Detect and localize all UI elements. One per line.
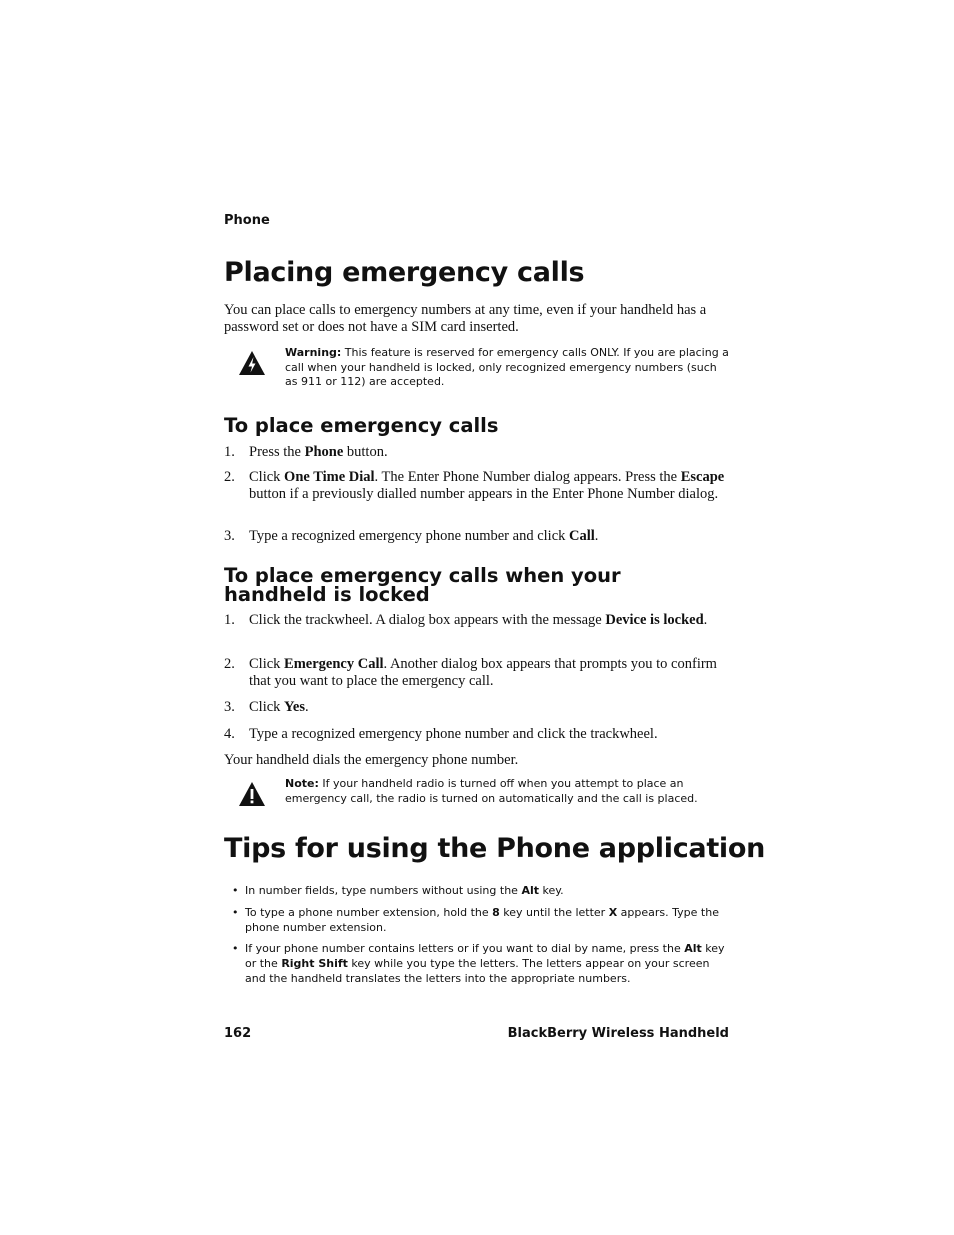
intro-paragraph: You can place calls to emergency numbers at any time, even if your handheld has a password set or does not have a SIM card inserted. — [224, 302, 707, 335]
ui-term-phone: Phone — [304, 444, 344, 460]
procedure-title-place-emergency-calls-locked: To place emergency calls when your handheld is locked — [224, 564, 621, 606]
warning-bolt-icon — [238, 350, 266, 376]
list-item: • If your phone number contains letters or if you want to dial by name, press the Alt key or the Right Shift key while you type the letters. The letters appear on your screen and the handheld translates the letters into the appropriate numbers. — [232, 942, 725, 985]
step-number: 2. — [224, 469, 235, 485]
book-title: BlackBerry Wireless Handheld — [507, 1026, 729, 1041]
ui-term-yes: Yes — [284, 699, 305, 715]
letter-x: X — [608, 906, 618, 919]
result-paragraph: Your handheld dials the emergency phone number. — [224, 752, 519, 768]
list-item: 3. Type a recognized emergency phone number and click Call. — [224, 528, 599, 544]
note-text: If your handheld radio is turned off when you attempt to place an emergency call, the radio is turned on automatically and the call is placed. — [285, 777, 698, 805]
warning-callout — [224, 346, 729, 390]
warning-exclamation-icon — [238, 781, 266, 807]
key-alt: Alt — [684, 942, 702, 955]
ui-term-emergency-call: Emergency Call — [284, 656, 384, 672]
list-item: • To type a phone number extension, hold the 8 key until the letter X appears. Type the phone number extension. — [232, 906, 719, 934]
warning-label: Warning: — [285, 346, 342, 359]
step-number: 1. — [224, 444, 235, 460]
list-item: 1. Click the trackwheel. A dialog box appears with the message Device is locked. — [224, 612, 708, 628]
list-item: 1. Press the Phone button. — [224, 444, 388, 460]
note-label: Note: — [285, 777, 319, 790]
bullet-marker: • — [232, 884, 239, 897]
bullet-marker: • — [232, 906, 239, 919]
key-8: 8 — [492, 906, 500, 919]
bullet-marker: • — [232, 942, 239, 955]
ui-term-one-time-dial: One Time Dial — [284, 469, 375, 485]
ui-term-escape: Escape — [680, 469, 725, 485]
section-title-placing-emergency-calls: Placing emergency calls — [224, 257, 585, 288]
list-item: 2. Click One Time Dial. The Enter Phone Number dialog appears. Press the Escape button if a previously dialled number appears in the Enter Phone Number dialog. — [224, 469, 725, 502]
warning-text: This feature is reserved for emergency calls ONLY. If you are placing a call when your handheld is locked, only recognized emergency numbers (such as 911 or 112) are accepted. — [285, 346, 729, 388]
list-item: 4. Type a recognized emergency phone number and click the trackwheel. — [224, 726, 658, 742]
procedure-title-place-emergency-calls: To place emergency calls — [224, 414, 499, 437]
step-number: 1. — [224, 612, 235, 628]
step-number: 4. — [224, 726, 235, 742]
page-number: 162 — [224, 1026, 252, 1041]
step-number: 3. — [224, 699, 235, 715]
ui-term-call: Call — [569, 528, 595, 544]
key-alt: Alt — [521, 884, 539, 897]
key-right-shift: Right Shift — [281, 957, 348, 970]
list-item: • In number fields, type numbers without using the Alt key. — [232, 884, 564, 897]
step-number: 3. — [224, 528, 235, 544]
list-item: 2. Click Emergency Call. Another dialog box appears that prompts you to confirm that you want to place the emergency call. — [224, 656, 717, 689]
step-number: 2. — [224, 656, 235, 672]
ui-term-device-is-locked: Device is locked — [605, 612, 704, 628]
running-head: Phone — [224, 213, 270, 228]
list-item: 3. Click Yes. — [224, 699, 309, 715]
section-title-tips: Tips for using the Phone application — [224, 833, 766, 864]
note-callout — [224, 777, 729, 806]
